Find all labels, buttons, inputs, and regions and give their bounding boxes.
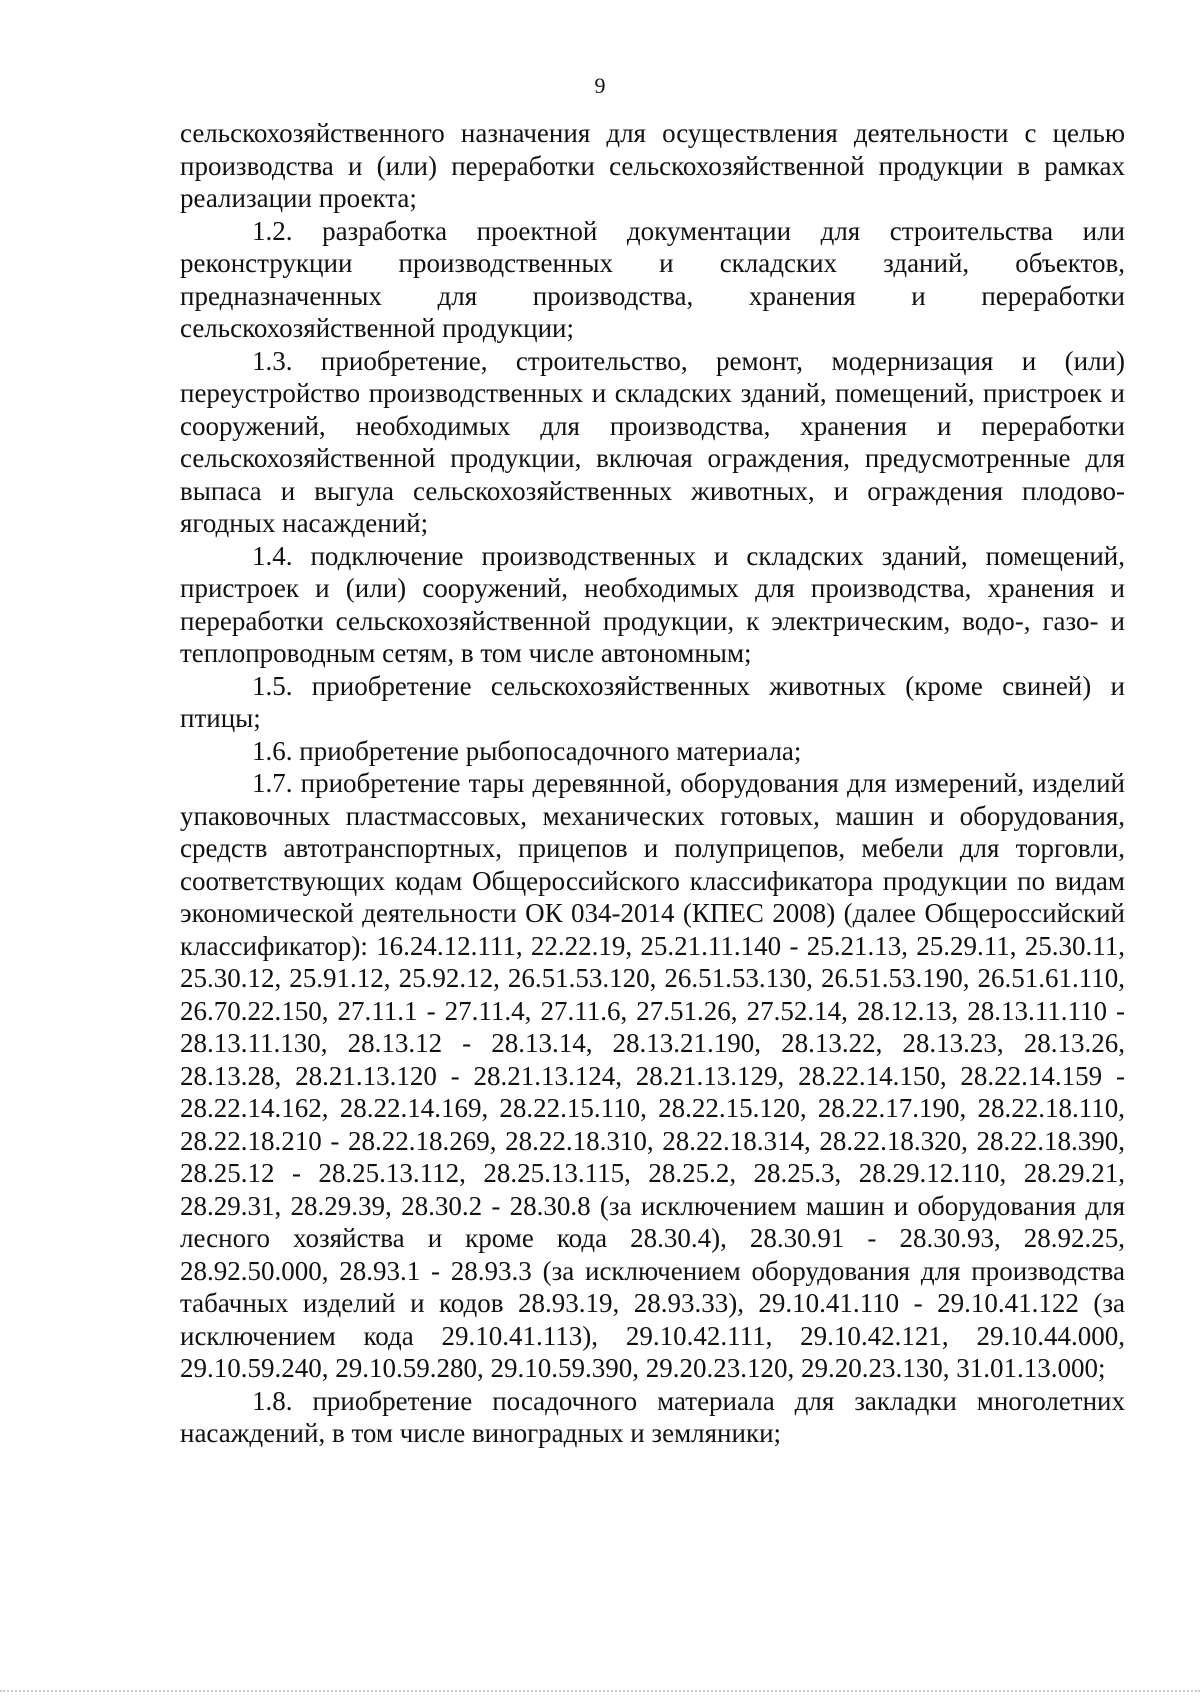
paragraph-1-5: 1.5. приобретение сельскохозяйственных животных (кроме свиней) и птицы; [180, 670, 1125, 733]
paragraph-continuation: сельскохозяйственного назначения для осуществления деятельности с целью производства и (или) переработки сельскохозяйственной продукции в рамках реализации проекта; [180, 118, 1125, 213]
paragraph-1-2: 1.2. разработка проектной документации для строительства или реконструкции производственных и складских зданий, объектов, предназначенных для производства, хранения и переработки сельскохозяйственной продукции; [180, 215, 1125, 343]
paragraph-1-3: 1.3. приобретение, строительство, ремонт, модернизация и (или) переустройство производственных и складских зданий, помещений, пристроек и сооружений, необходимых для производства, хранения и переработки сельскохозяйственной продукции, включая ограждения, предусмотренные для выпаса и выгула сельскохозяйственных животных, и ограждения плодово-ягодных насаждений; [180, 345, 1125, 538]
page-number: 9 [594, 73, 606, 98]
paragraph-1-4: 1.4. подключение производственных и складских зданий, помещений, пристроек и (или) сооружений, необходимых для производства, хранения и переработки сельскохозяйственной продукции, к электрическим, водо-, газо- и теплопроводным сетям, в том числе автономным; [180, 540, 1125, 668]
paragraph-1-7: 1.7. приобретение тары деревянной, оборудования для измерений, изделий упаковочных пластмассовых, механических готовых, машин и оборудования, средств автотранспортных, прицепов и полуприцепов, мебели для торговли, соответствующих кодам Общероссийского классификатора продукции по видам экономической деятельности ОК 034-2014 (КПЕС 2008) (далее Общероссийский классификатор): 16.24.12.111, 22.22.19, 25.21.11.140 - 25.21.13, 25.29.11, 25.30.11, 25.30.12, 25.91.12, 25.92.12, 26.51.53.120, 26.51.53.130, 26.51.53.190, 26.51.61.110, 26.70.22.150, 27.11.1 - 27.11.4, 27.11.6, 27.51.26, 27.52.14, 28.12.13, 28.13.11.110 - 28.13.11.130, 28.13.12 - 28.13.14, 28.13.21.190, 28.13.22, 28.13.23, 28.13.26, 28.13.28, 28.21.13.120 - 28.21.13.124, 28.21.13.129, 28.22.14.150, 28.22.14.159 - 28.22.14.162, 28.22.14.169, 28.22.15.110, 28.22.15.120, 28.22.17.190, 28.22.18.110, 28.22.18.210 - 28.22.18.269, 28.22.18.310, 28.22.18.314, 28.22.18.320, 28.22.18.390, 28.25.12 - 28.25.13.112, 28.25.13.115, 28.25.2, 28.25.3, 28.29.12.110, 28.29.21, 28.29.31, 28.29.39, 28.30.2 - 28.30.8 (за исключением машин и оборудования для лесного хозяйства и кроме кода 28.30.4), 28.30.91 - 28.30.93, 28.92.25, 28.92.50.000, 28.93.1 - 28.93.3 (за исключением оборудования для производства табачных изделий и кодов 28.93.19, 28.93.33), 29.10.41.110 - 29.10.41.122 (за исключением кода 29.10.41.113), 29.10.42.111, 29.10.42.121, 29.10.44.000, 29.10.59.240, 29.10.59.280, 29.10.59.390, 29.20.23.120, 29.20.23.130, 31.01.13.000; [180, 768, 1125, 1383]
paragraph-1-8: 1.8. приобретение посадочного материала для закладки многолетних насаждений, в том числе виноградных и земляники; [180, 1385, 1125, 1448]
scan-edge-divider [0, 1690, 1200, 1692]
document-body [180, 117, 1125, 1450]
paragraph-1-6: 1.6. приобретение рыбопосадочного материала; [252, 735, 802, 766]
